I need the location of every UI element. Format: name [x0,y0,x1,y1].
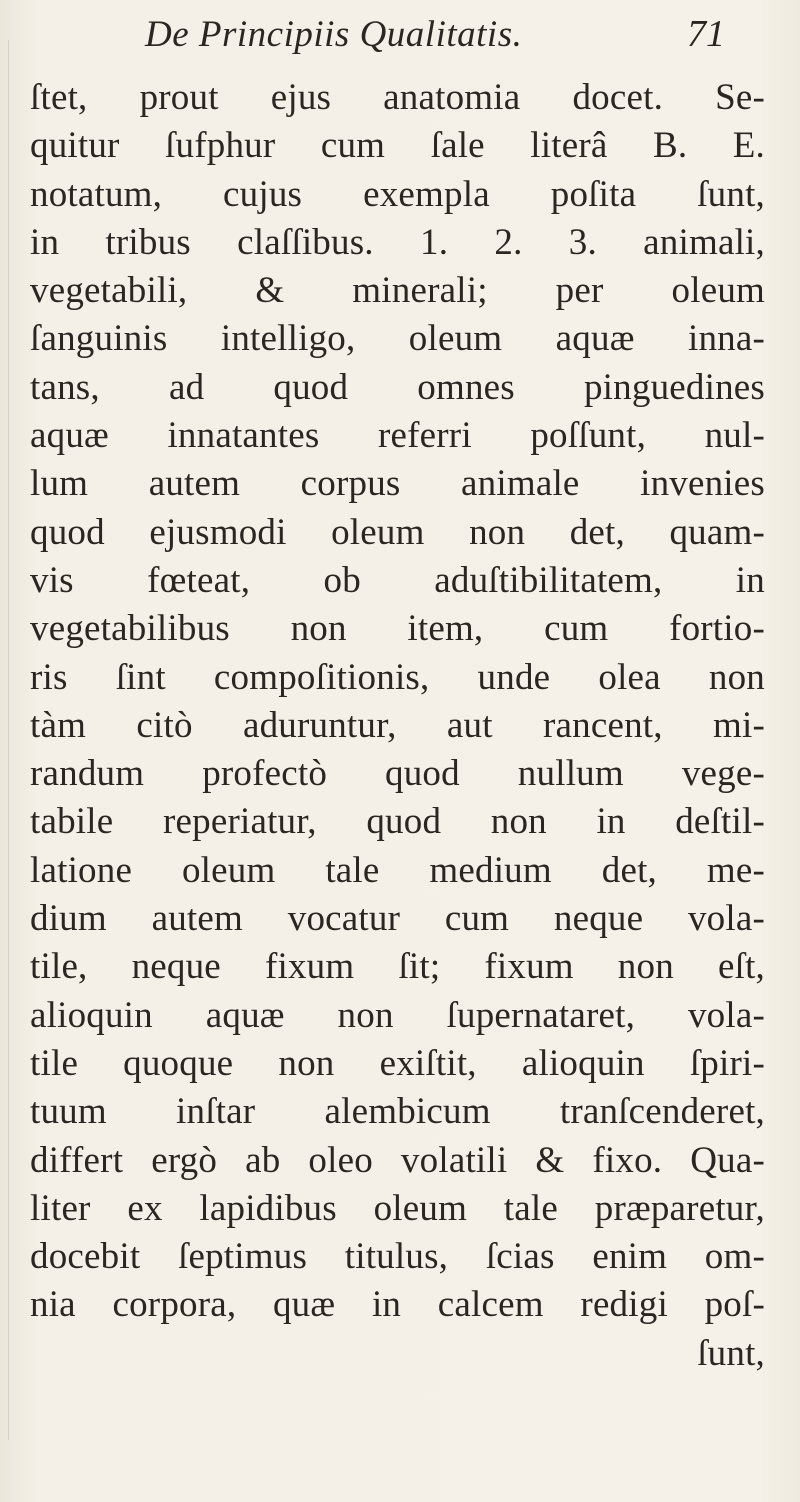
text-line: tile quoque non exiſtit, alioquin ſpiri- [30,1042,765,1084]
text-line: ſtet, prout ejus anatomia docet. Se- [30,77,765,118]
text-line: tuum inſtar alembicum tranſcenderet, [30,1091,765,1133]
text-line: tabile reperiatur, quod non in deſtil- [30,801,765,843]
text-line: alioquin aquæ non ſupernataret, vola- [30,994,765,1036]
text-line: tile, neque fixum ſit; fixum non eſt, [30,946,765,988]
catchword: ſunt, [697,1332,765,1374]
text-line: notatum, cujus exempla poſita ſunt, [30,173,765,215]
text-line: nia corpora, quæ in calcem redigi poſ- [30,1284,765,1326]
text-line: randum profectò quod nullum vege- [30,753,765,795]
text-line: liter ex lapidibus oleum tale præparetur, [30,1187,765,1229]
text-line: vis fœteat, ob aduſtibilitatem, in [30,559,765,601]
text-line: aquæ innatantes referri poſſunt, nul- [30,415,765,457]
text-line: tàm citò aduruntur, aut rancent, mi- [30,704,765,746]
text-line: tans, ad quod omnes pinguedines [30,366,765,408]
text-line: quod ejusmodi oleum non det, quam- [30,511,765,553]
running-title: De Principiis Qualitatis. [145,14,523,55]
text-line: lum autem corpus animale invenies [30,463,765,505]
text-line: in tribus claſſibus. 1. 2. 3. animali, [30,221,765,263]
gutter-edge [8,40,9,1440]
page-number: 71 [687,13,725,55]
text-line: ſanguinis intelligo, oleum aquæ inna- [30,318,765,360]
text-line: vegetabili, & minerali; per oleum [30,270,765,312]
text-line: quitur ſufphur cum ſale literâ B. E. [30,125,765,167]
text-line: vegetabilibus non item, cum fortio- [30,608,765,650]
text-line: latione oleum tale medium det, me- [30,849,765,891]
running-head [145,12,745,62]
text-line: docebit ſeptimus titulus, ſcias enim om- [30,1236,765,1278]
text-line: dium autem vocatur cum neque vola- [30,898,765,940]
text-line: ris ſint compoſitionis, unde olea non [30,656,765,698]
body-text [30,74,765,1378]
text-line: differt ergò ab oleo volatili & fixo. Qua- [30,1139,765,1181]
